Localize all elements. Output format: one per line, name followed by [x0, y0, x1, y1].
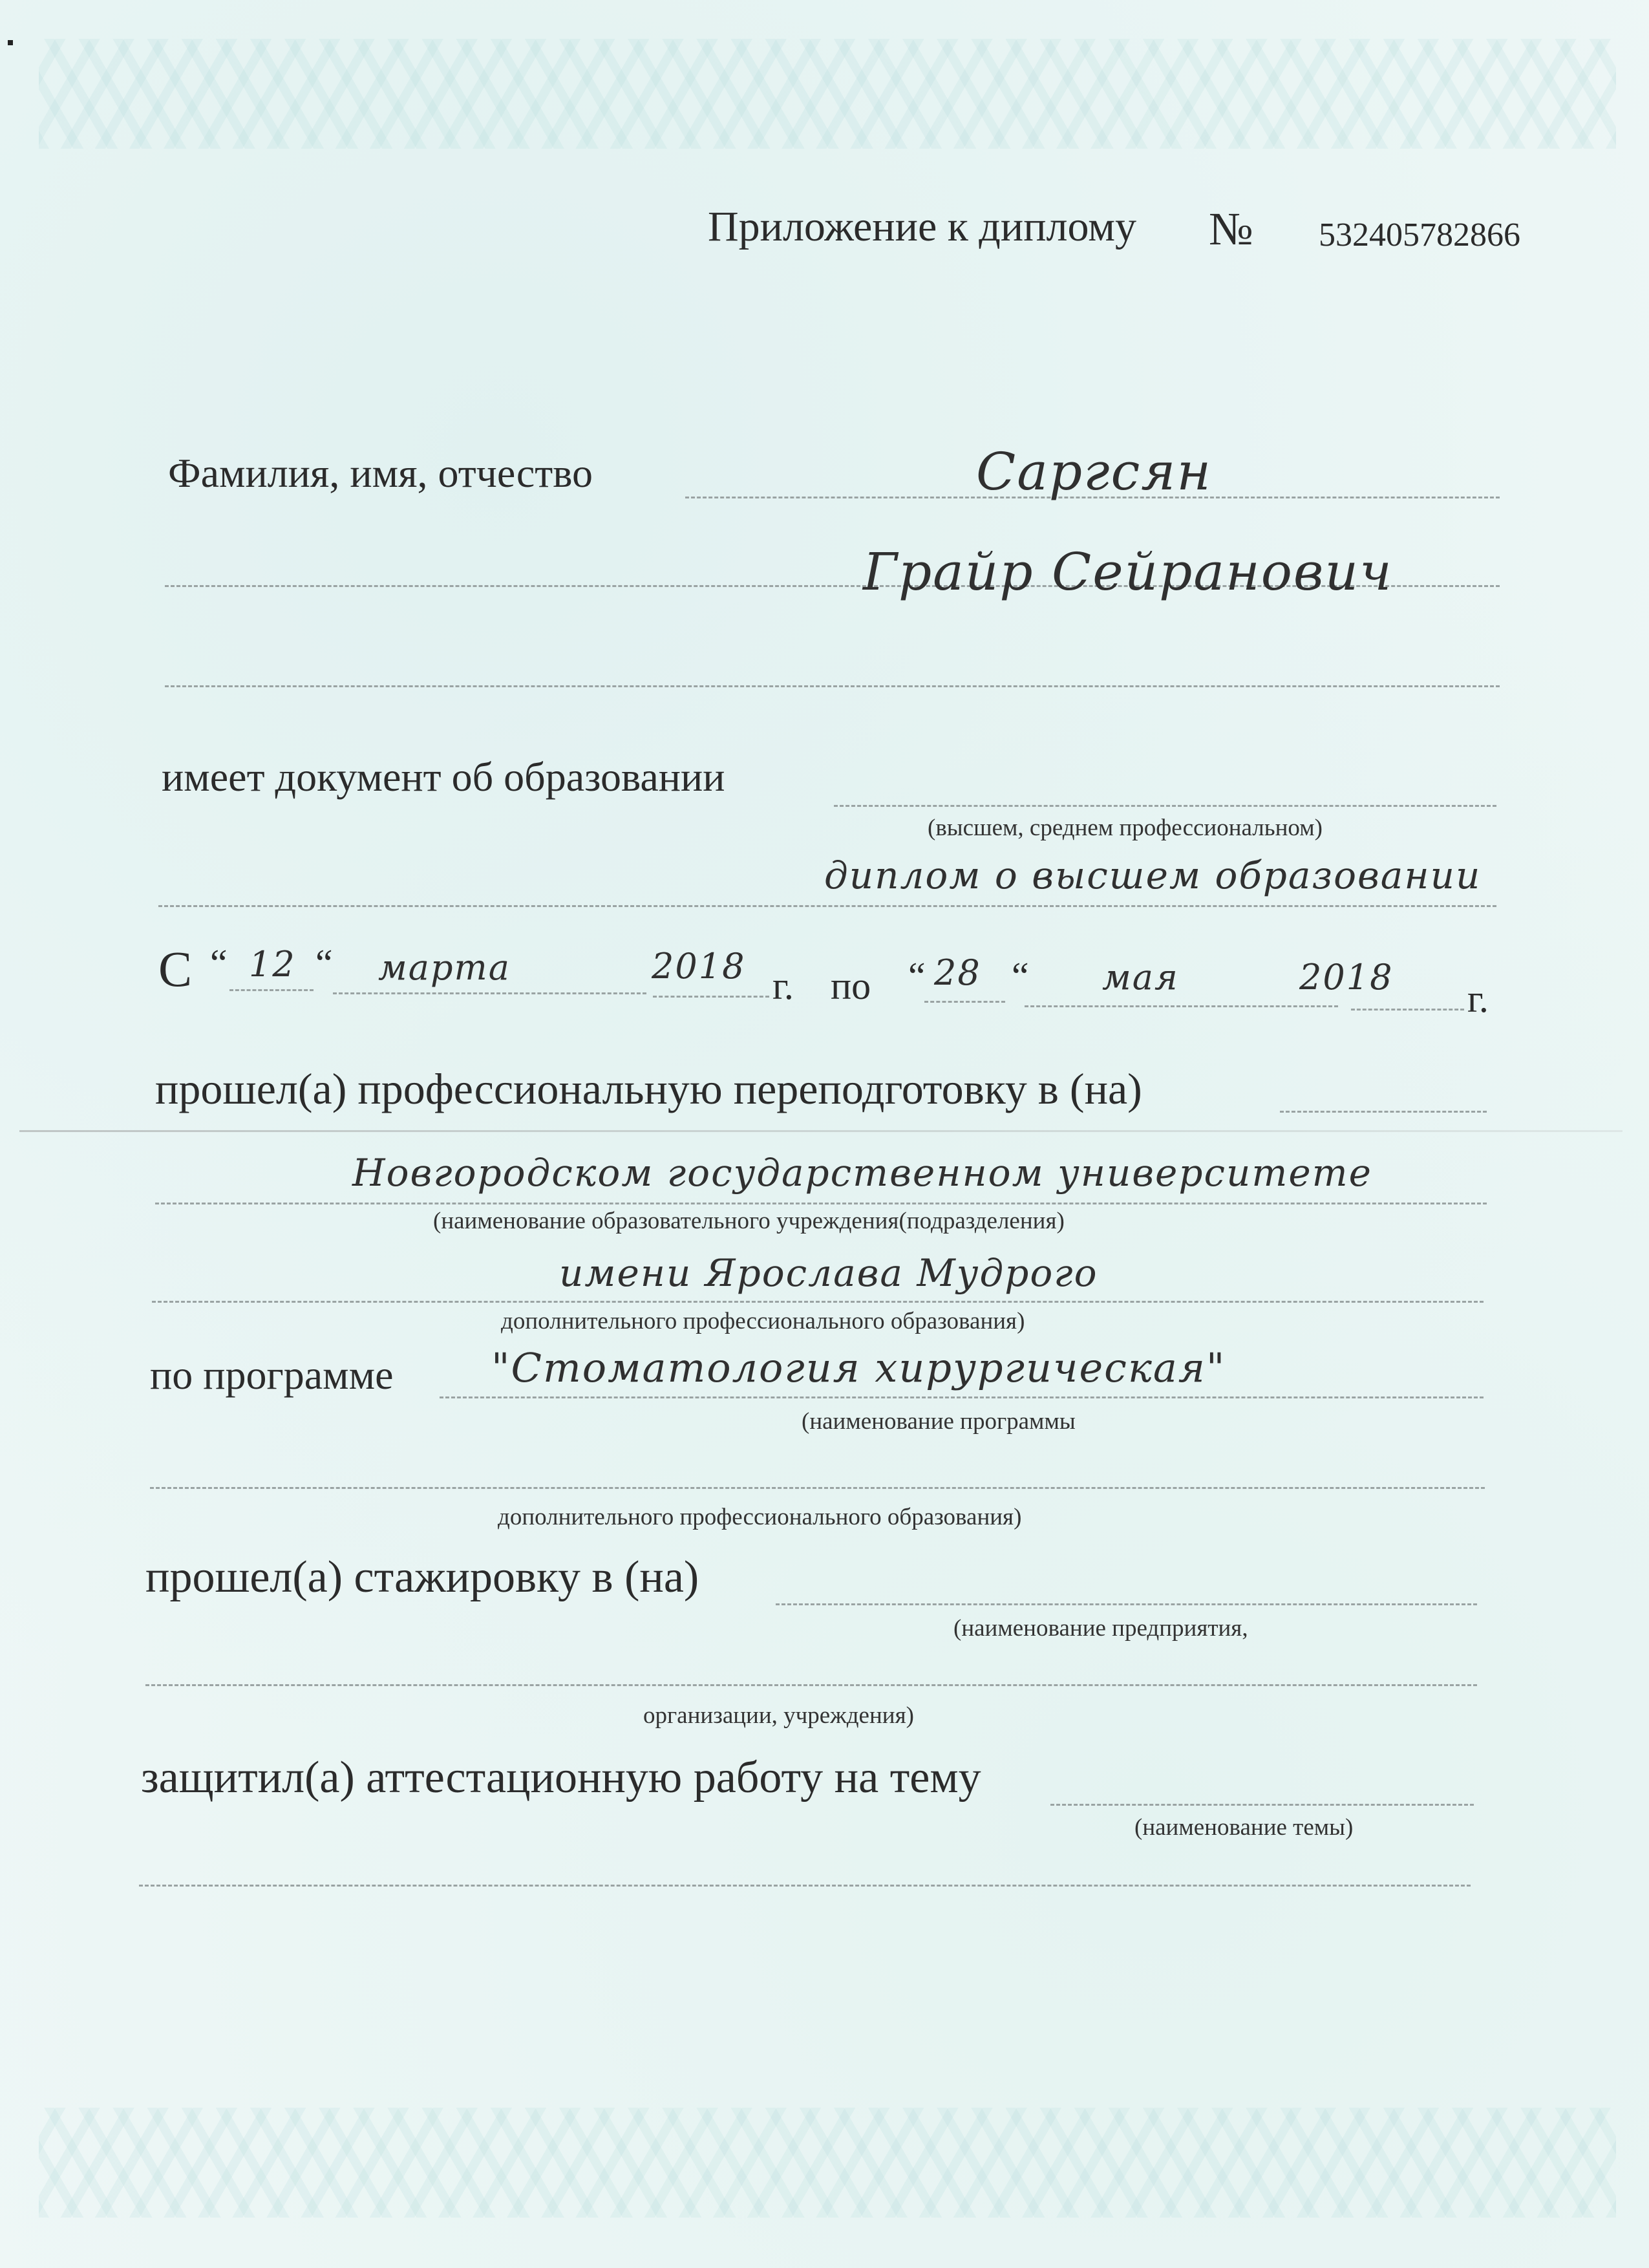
from-year-line	[653, 996, 769, 998]
thesis-line-2	[139, 1885, 1471, 1887]
retraining-label: прошел(а) профессиональную переподготовку в (на)	[155, 1064, 1142, 1113]
internship-line-1	[776, 1603, 1477, 1605]
education-value: диплом о высшем образовании	[824, 853, 1482, 897]
thesis-label: защитил(а) аттестационную работу на тему	[141, 1753, 981, 1803]
thesis-hint: (наименование темы)	[1134, 1814, 1354, 1841]
to-year-line	[1351, 1009, 1464, 1011]
program-label: по программе	[150, 1352, 394, 1398]
education-label: имеет документ об образовании	[162, 754, 725, 800]
education-line-2	[158, 905, 1496, 907]
from-month-line	[333, 992, 646, 994]
to-day: 28	[934, 952, 981, 993]
to-year: 2018	[1299, 957, 1394, 998]
thesis-line-1	[1050, 1804, 1474, 1806]
document-title: Приложение к диплому	[708, 203, 1136, 250]
open-quote-2: “	[908, 955, 926, 998]
from-day-line	[229, 989, 314, 991]
retraining-line-3	[152, 1301, 1484, 1303]
fio-label: Фамилия, имя, отчество	[168, 450, 593, 496]
open-quote-1: “	[210, 942, 228, 985]
from-year-suffix: г.	[772, 965, 794, 1007]
retraining-line-2	[155, 1203, 1487, 1204]
corner-mark	[8, 40, 13, 45]
diploma-number: 532405782866	[1319, 217, 1520, 253]
education-line-1	[834, 805, 1496, 807]
institution-line-1: Новгородском государственном университете	[352, 1151, 1372, 1195]
from-month: марта	[378, 947, 511, 988]
to-year-suffix: г.	[1467, 978, 1489, 1020]
close-quote-2: “	[1012, 955, 1029, 998]
decorative-border-bottom	[39, 2108, 1616, 2218]
to-day-line	[924, 1001, 1005, 1003]
period-to-prefix: по	[831, 965, 871, 1007]
number-sign: №	[1209, 203, 1253, 255]
name-patronymic-value: Грайр Сейранович	[863, 542, 1393, 602]
from-year: 2018	[652, 946, 746, 987]
internship-label: прошел(а) стажировку в (на)	[145, 1552, 699, 1602]
close-quote-1: “	[315, 942, 333, 985]
program-line-1	[440, 1396, 1484, 1398]
period-from-prefix: С	[158, 941, 193, 997]
from-day: 12	[249, 944, 296, 985]
internship-hint-1: (наименование предприятия,	[953, 1615, 1248, 1642]
internship-hint-2: организации, учреждения)	[643, 1702, 914, 1729]
program-hint-1: (наименование программы	[802, 1408, 1076, 1435]
program-line-2	[150, 1487, 1485, 1489]
program-hint-2: дополнительного профессионального образования)	[498, 1504, 1022, 1530]
fold-crease	[19, 1130, 1622, 1132]
fio-line-3	[165, 685, 1500, 687]
institution-line-2: имени Ярослава Мудрого	[559, 1251, 1098, 1295]
retraining-line-1	[1280, 1111, 1487, 1113]
internship-line-2	[145, 1684, 1477, 1686]
education-hint: (высшем, среднем профессиональном)	[928, 815, 1323, 841]
surname-value: Саргсян	[976, 442, 1213, 502]
to-month-line	[1025, 1005, 1338, 1007]
decorative-border-top	[39, 39, 1616, 149]
to-month: мая	[1102, 957, 1179, 998]
program-value: "Стоматология хирургическая"	[491, 1344, 1226, 1391]
institution-hint-2: дополнительного профессионального образования)	[501, 1308, 1025, 1334]
institution-hint-1: (наименование образовательного учреждения(подразделения)	[433, 1208, 1065, 1234]
